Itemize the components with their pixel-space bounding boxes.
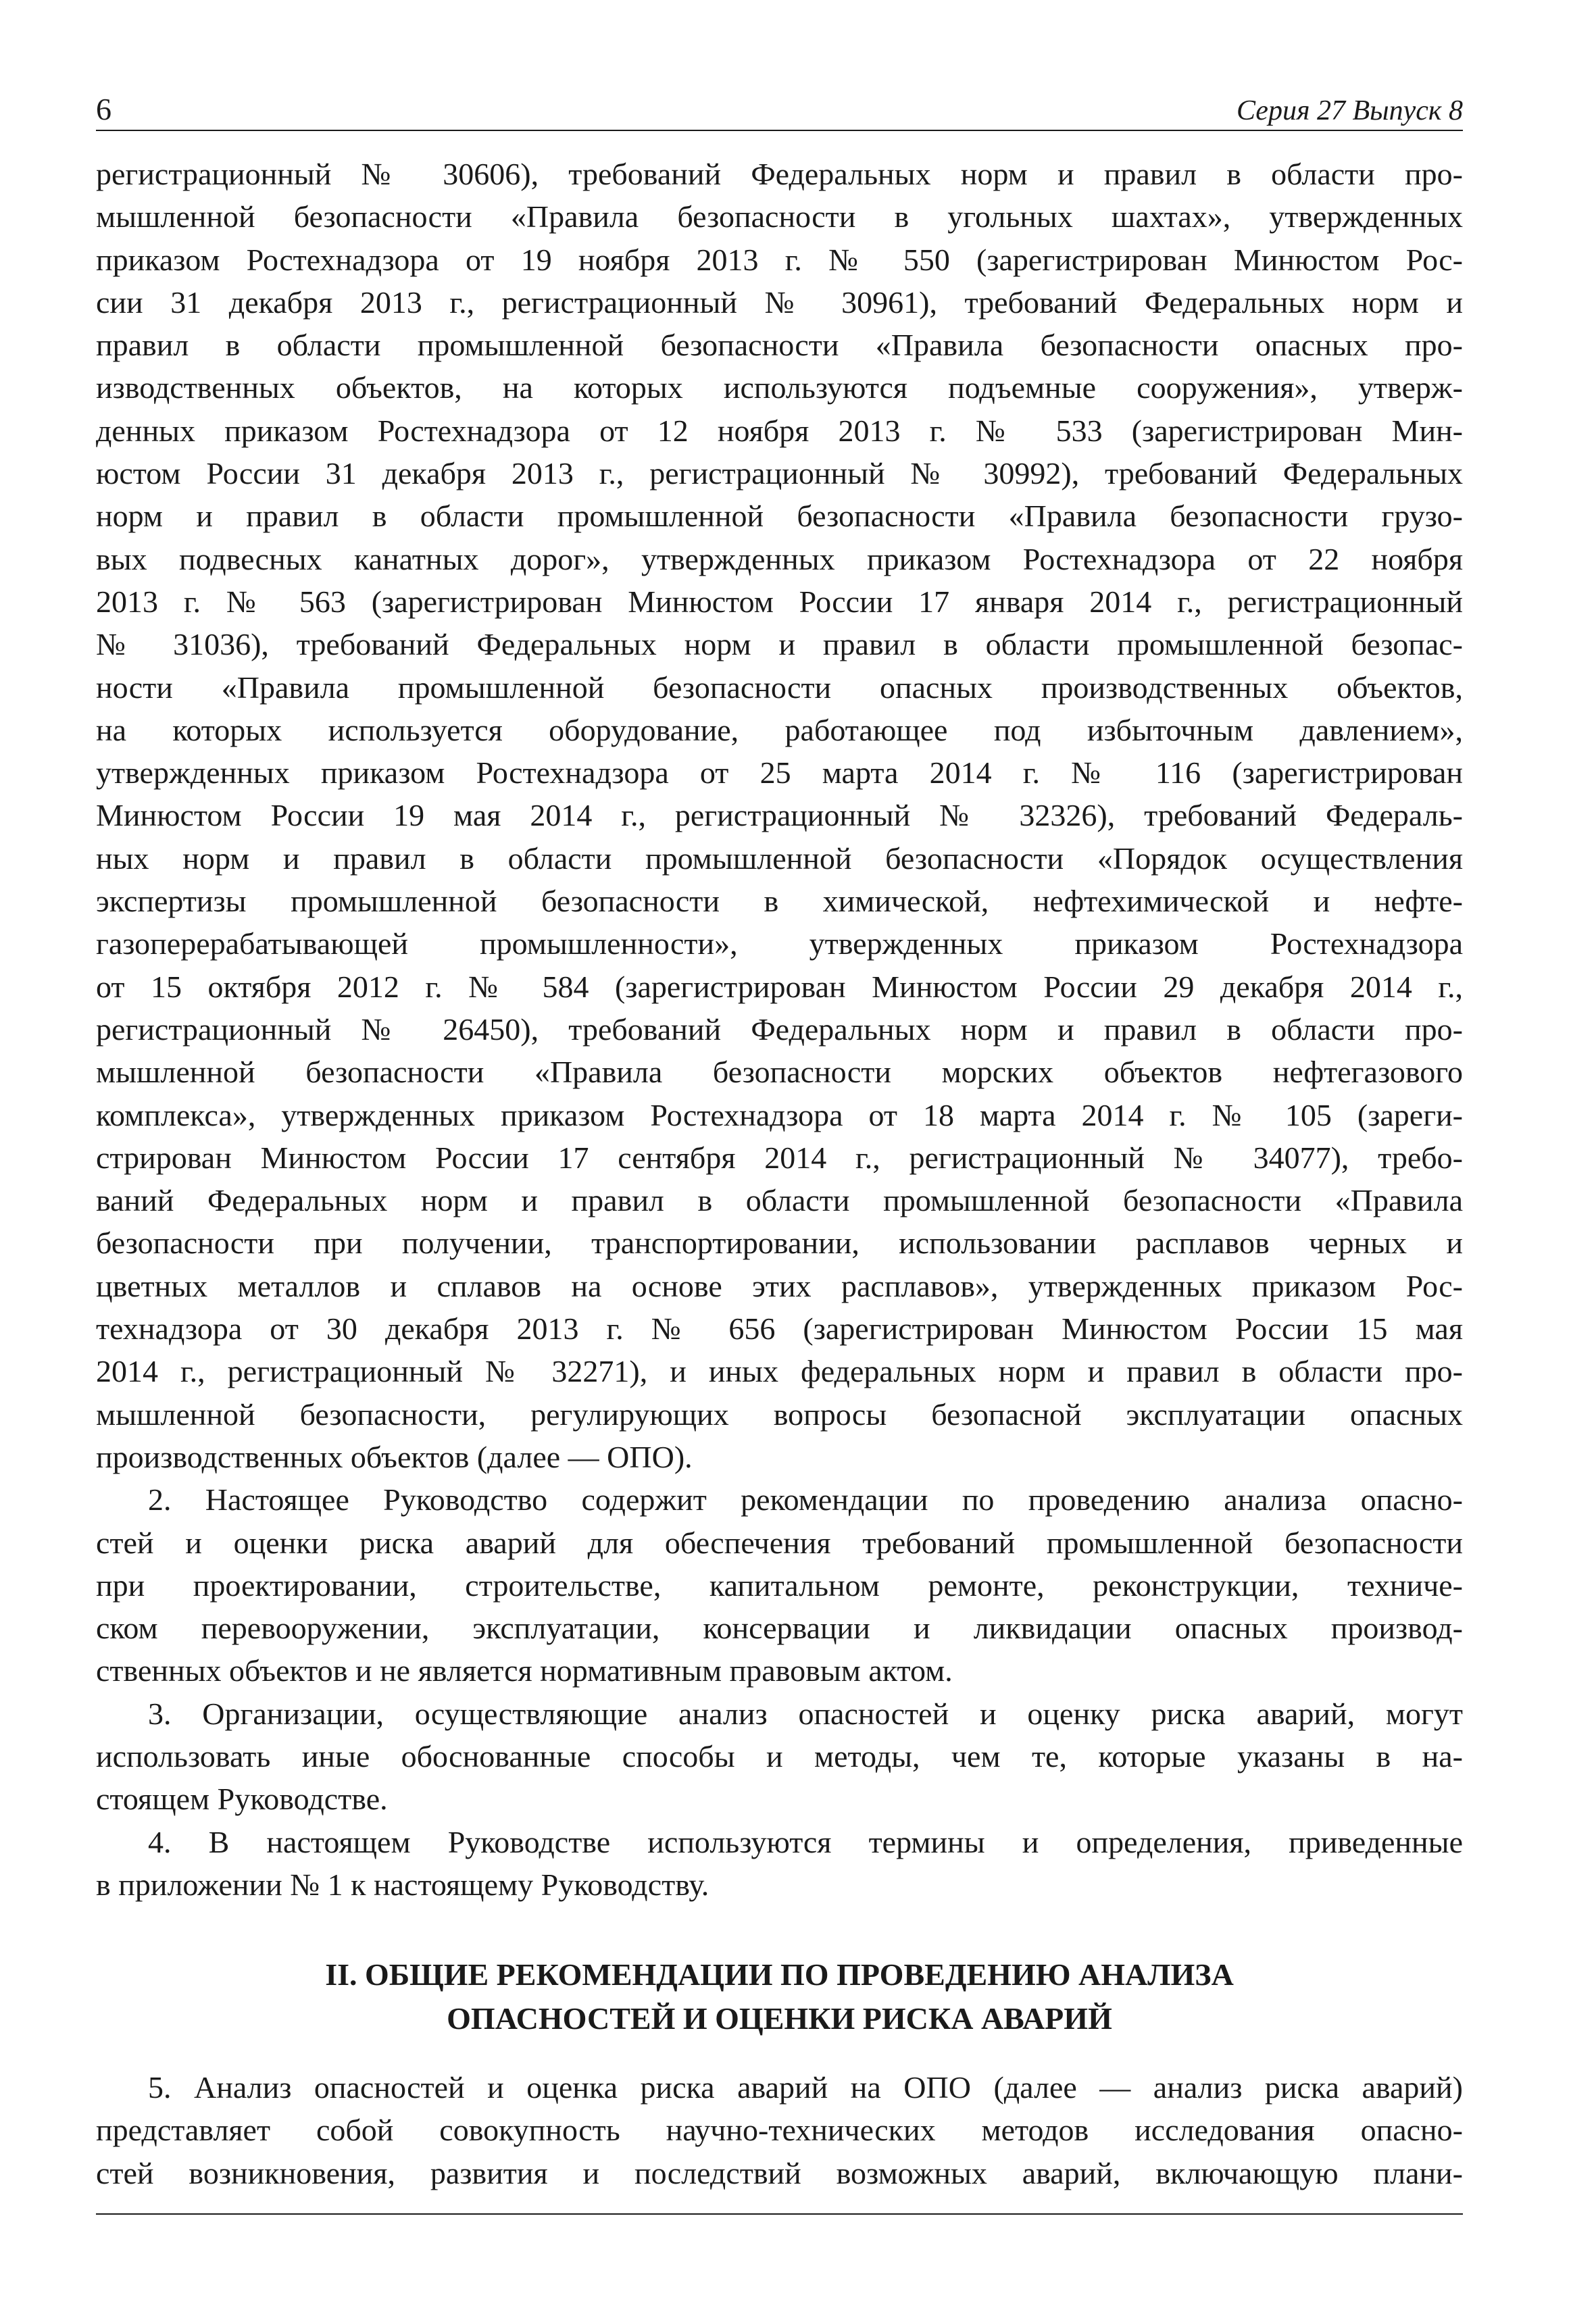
text-line: мышленной безопасности «Правила безопасности в угольных шахтах», утвержденных [96,199,1463,234]
footer-rule [96,2213,1463,2215]
paragraph [96,153,1463,1478]
text-line: ском перевооружении, эксплуатации, консервации и ликвидации опасных производ- [96,1611,1463,1646]
section-heading [96,1953,1463,2040]
text-line: сии 31 декабря 2013 г., регистрационный № 30961), требований Федеральных норм и [96,284,1463,320]
text-line: юстом России 31 декабря 2013 г., регистрационный № 30992), требований Федеральных [96,456,1463,491]
text-line: регистрационный № 30606), требований Федеральных норм и правил в области про- [96,157,1463,191]
body-text [96,153,1463,1906]
text-line: 2013 г. № 563 (зарегистрирован Минюстом России 17 января 2014 г., регистрационный [96,584,1463,619]
text-line: стей возникновения, развития и последствий возможных аварий, включающую плани- [96,2155,1463,2190]
text-line: норм и правил в области промышленной безопасности «Правила безопасности грузо- [96,499,1463,534]
series-issue-label: Серия 27 Выпуск 8 [1237,95,1463,126]
text-line: мышленной безопасности, регулирующих вопросы безопасной эксплуатации опасных [96,1397,1463,1432]
text-line: технадзора от 30 декабря 2013 г. № 656 (зарегистрирован Минюстом России 15 мая [96,1311,1463,1347]
text-line: от 15 октября 2012 г. № 584 (зарегистрирован Минюстом России 29 декабря 2014 г., [96,969,1463,1004]
text-line: регистрационный № 26450), требований Федеральных норм и правил в области про- [96,1011,1463,1047]
text-line: Минюстом России 19 мая 2014 г., регистрационный № 32326), требований Федераль- [96,798,1463,833]
paragraph [96,1692,1463,1821]
text-line: вых подвесных канатных дорог», утвержденных приказом Ростехнадзора от 22 ноября [96,541,1463,576]
section-body-text [96,2066,1463,2194]
running-header [96,86,1463,130]
text-line: утвержденных приказом Ростехнадзора от 25 марта 2014 г. № 116 (зарегистрирован [96,755,1463,790]
text-line: стоящем Руководстве. [96,1782,388,1817]
text-line: цветных металлов и сплавов на основе этих расплавов», утвержденных приказом Рос- [96,1268,1463,1303]
text-line: № 31036), требований Федеральных норм и правил в области промышленной безопас- [96,627,1463,662]
paragraph [96,2066,1463,2194]
text-line: 3. Организации, осуществляющие анализ опасностей и оценку риска аварий, могут [148,1696,1463,1731]
text-line: приказом Ростехнадзора от 19 ноября 2013 г. № 550 (зарегистрирован Минюстом Рос- [96,242,1463,277]
heading-line: ОПАСНОСТЕЙ И ОЦЕНКИ РИСКА АВАРИЙ [447,2001,1112,2036]
text-line: правил в области промышленной безопасности «Правила безопасности опасных про- [96,328,1463,363]
text-line: 4. В настоящем Руководстве используются термины и определения, приведенные [148,1824,1463,1859]
text-line: безопасности при получении, транспортировании, использовании расплавов черных и [96,1226,1463,1261]
text-line: стрирован Минюстом России 17 сентября 2014 г., регистрационный № 34077), требо- [96,1140,1463,1175]
text-line: 2014 г., регистрационный № 32271), и иных федеральных норм и правил в области про- [96,1354,1463,1389]
paragraph [96,1821,1463,1907]
text-line: мышленной безопасности «Правила безопасности морских объектов нефтегазового [96,1055,1463,1090]
text-line: экспертизы промышленной безопасности в химической, нефтехимической и нефте- [96,884,1463,919]
text-line: производственных объектов (далее — ОПО). [96,1439,693,1474]
text-line: денных приказом Ростехнадзора от 12 ноября 2013 г. № 533 (зарегистрирован Мин- [96,413,1463,448]
text-line: ваний Федеральных норм и правил в области промышленной безопасности «Правила [96,1183,1463,1218]
text-line: изводственных объектов, на которых используются подъемные сооружения», утверж- [96,370,1463,405]
text-line: ных норм и правил в области промышленной безопасности «Порядок осуществления [96,840,1463,876]
text-line: ности «Правила промышленной безопасности опасных производственных объектов, [96,670,1463,705]
text-line: использовать иные обоснованные способы и методы, чем те, которые указаны в на- [96,1738,1463,1774]
text-line: в приложении № 1 к настоящему Руководству. [96,1867,709,1902]
paragraph [96,1478,1463,1692]
text-line: при проектировании, строительстве, капитальном ремонте, реконструкции, техниче- [96,1567,1463,1603]
text-line: ственных объектов и не является нормативным правовым актом. [96,1653,953,1688]
text-line: газоперерабатывающей промышленности», утвержденных приказом Ростехнадзора [96,926,1463,961]
text-line: 2. Настоящее Руководство содержит рекомендации по проведению анализа опасно- [148,1482,1463,1517]
page-number: 6 [96,92,111,126]
text-line: представляет собой совокупность научно-технических методов исследования опасно- [96,2113,1463,2148]
text-line: 5. Анализ опасностей и оценка риска аварий на ОПО (далее — анализ риска аварий) [148,2070,1463,2105]
header-rule [96,130,1463,131]
heading-line: II. ОБЩИЕ РЕКОМЕНДАЦИИ ПО ПРОВЕДЕНИЮ АНАЛИЗА [325,1957,1234,1992]
text-line: на которых используется оборудование, работающее под избыточным давлением», [96,712,1463,747]
text-line: стей и оценки риска аварий для обеспечения требований промышленной безопасности [96,1525,1463,1560]
text-line: комплекса», утвержденных приказом Ростехнадзора от 18 марта 2014 г. № 105 (зареги- [96,1097,1463,1132]
